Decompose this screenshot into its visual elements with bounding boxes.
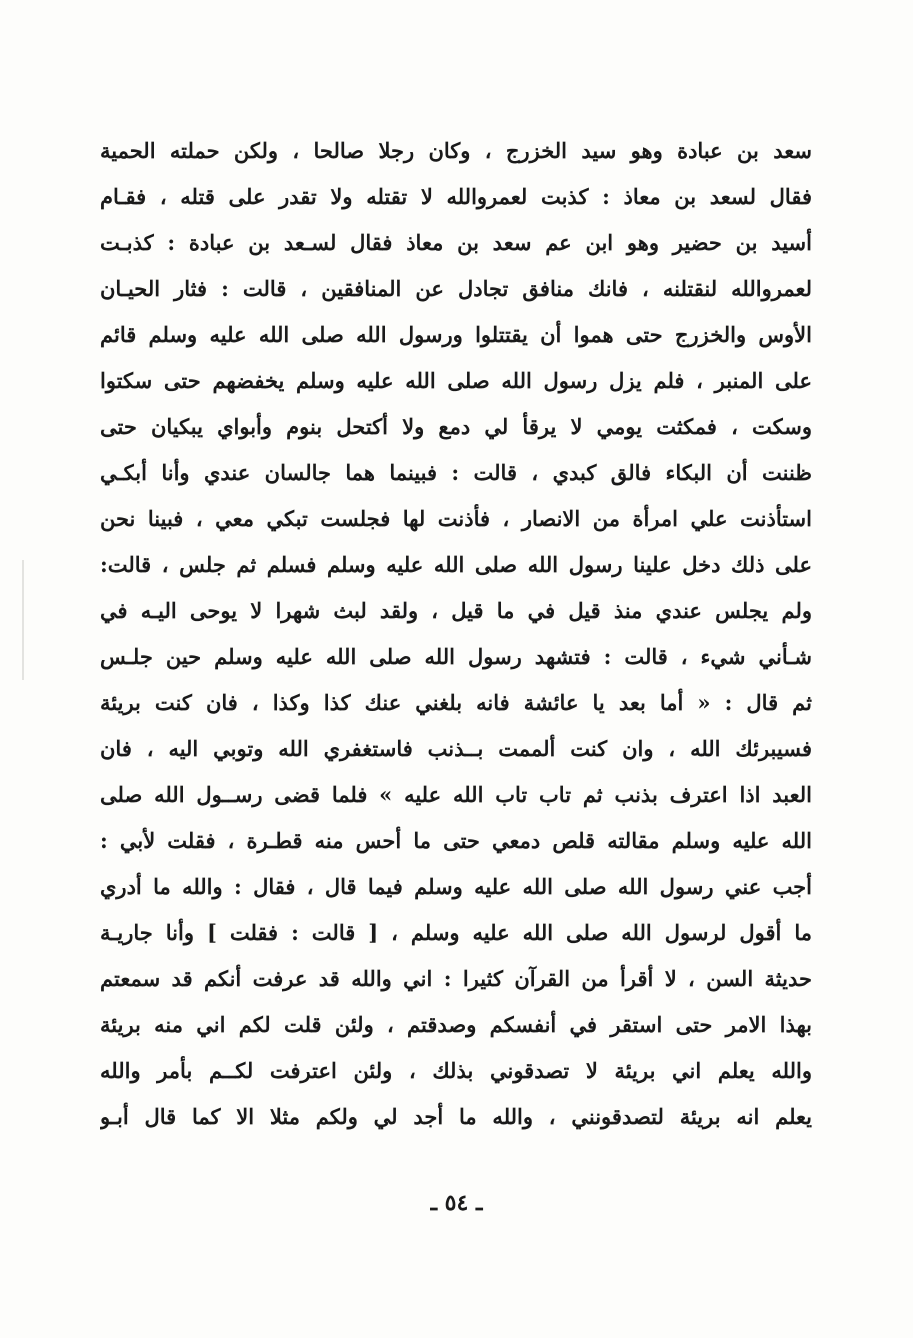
body-text [100, 128, 812, 1140]
text-line: سعد بن عبادة وهو سيد الخزرج ، وكان رجلا صالحا ، ولكن حملته الحمية [100, 138, 812, 163]
text-line: ما أقول لرسول الله صلى الله عليه وسلم ، [ قالت : فقلت ] وأنا جاريـة [100, 920, 812, 945]
text-line: على ذلك دخل علينا رسول الله صلى الله عليه وسلم فسلم ثم جلس ، قالت: [100, 552, 812, 577]
text-line: وسكت ، فمكثت يومي لا يرقأ لي دمع ولا أكتحل بنوم وأبواي يبكيان حتى [100, 414, 812, 439]
text-line: فسيبرئك الله ، وان كنت ألممت بــذنب فاستغفري الله وتوبي اليه ، فان [100, 736, 812, 761]
text-line: لعمروالله لنقتلنه ، فانك منافق تجادل عن المنافقين ، قالت : فثار الحيـان [100, 276, 812, 301]
text-line: أجب عني رسول الله صلى الله عليه وسلم فيما قال ، فقال : والله ما أدري [100, 874, 812, 899]
text-line: فقال لسعد بن معاذ : كذبت لعمروالله لا تقتله ولا تقدر على قتله ، فقـام [100, 184, 812, 209]
text-line: حديثة السن ، لا أقرأ من القرآن كثيرا : اني والله قد عرفت أنكم قد سمعتم [100, 966, 812, 991]
text-line: الأوس والخزرج حتى هموا أن يقتتلوا ورسول الله صلى الله عليه وسلم قائم [100, 322, 812, 347]
page-number: ـ ٥٤ ـ [430, 1190, 483, 1216]
text-line: العبد اذا اعترف بذنب ثم تاب تاب الله عليه » فلما قضى رســول الله صلى [100, 782, 812, 807]
text-line: بهذا الامر حتى استقر في أنفسكم وصدقتم ، ولئن قلت لكم اني منه بريئة [100, 1012, 812, 1037]
text-line: على المنبر ، فلم يزل رسول الله صلى الله عليه وسلم يخفضهم حتى سكتوا [100, 368, 812, 393]
text-line: يعلم انه بريئة لتصدقونني ، والله ما أجد لي ولكم مثلا الا كما قال أبـو [100, 1104, 812, 1129]
text-line: والله يعلم اني بريئة لا تصدقوني بذلك ، ولئن اعترفت لكــم بأمر والله [100, 1058, 812, 1083]
text-line: ولم يجلس عندي منذ قيل في ما قيل ، ولقد لبث شهرا لا يوحى اليـه في [100, 598, 812, 623]
text-line: شـأني شيء ، قالت : فتشهد رسول الله صلى الله عليه وسلم حين جلـس [100, 644, 812, 669]
text-line: أسيد بن حضير وهو ابن عم سعد بن معاذ فقال لسـعد بن عبادة : كذبـت [100, 230, 812, 255]
text-line: استأذنت علي امرأة من الانصار ، فأذنت لها فجلست تبكي معي ، فبينا نحن [100, 506, 812, 531]
text-line: ظننت أن البكاء فالق كبدي ، قالت : فبينما هما جالسان عندي وأنا أبكـي [100, 460, 812, 485]
scan-edge-mark [22, 560, 24, 680]
text-line: الله عليه وسلم مقالته قلص دمعي حتى ما أحس منه قطـرة ، فقلت لأبي : [100, 828, 812, 853]
text-line: ثم قال : « أما بعد يا عائشة فانه بلغني عنك كذا وكذا ، فان كنت بريئة [100, 690, 812, 715]
